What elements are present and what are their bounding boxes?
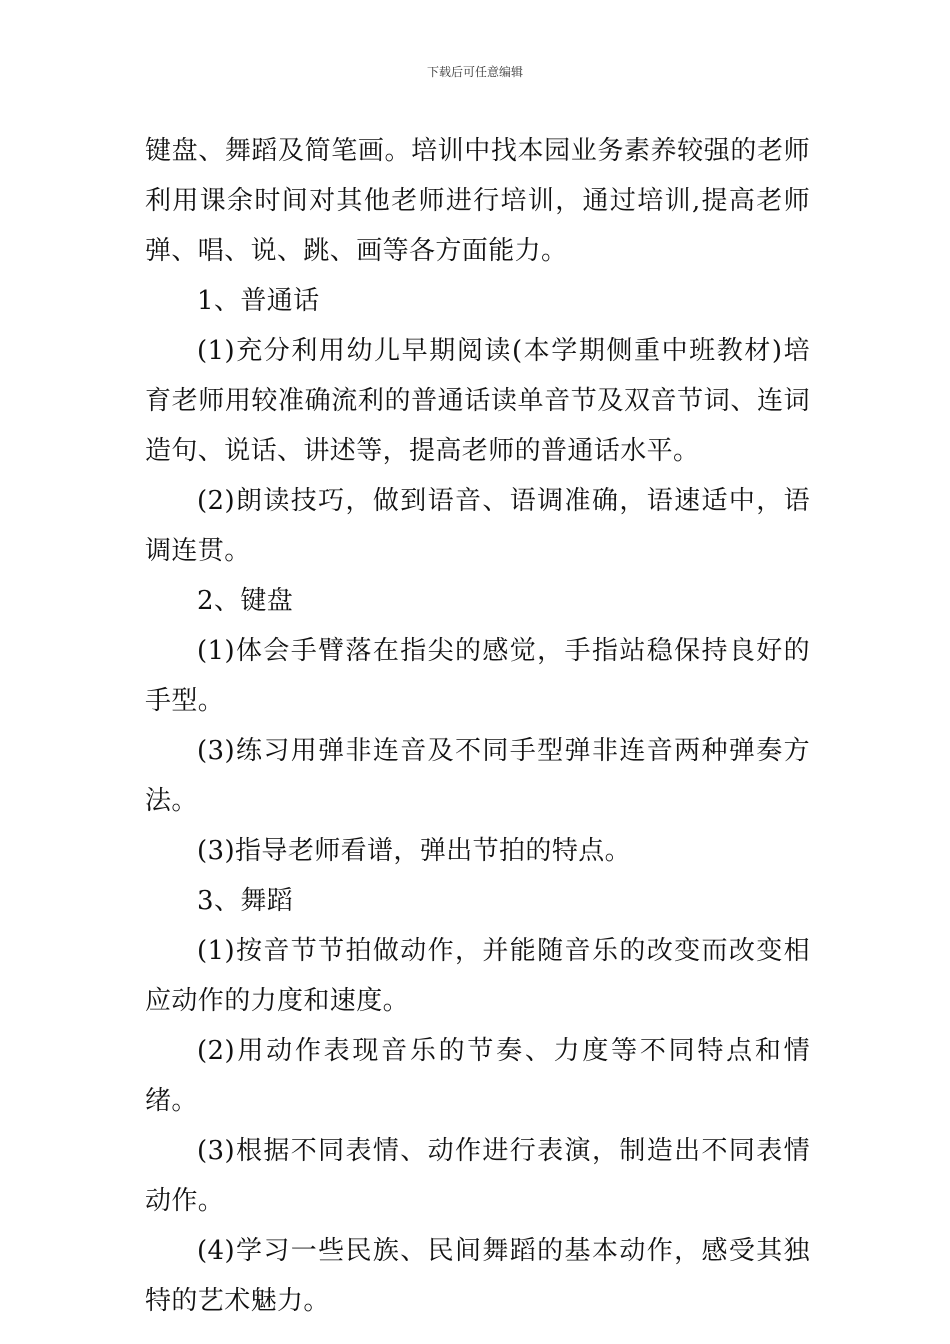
paragraph-keyboard-2: (3)练习用弹非连音及不同手型弹非连音两种弹奏方法。: [145, 736, 810, 816]
page-header-note: 下载后可任意编辑: [426, 65, 523, 79]
paragraph-putonghua-2: (2)朗读技巧，做到语音、语调准确，语速适中，语调连贯。: [145, 486, 810, 566]
paragraph-dance-1: (1)按音节节拍做动作，并能随音乐的改变而改变相应动作的力度和速度。: [145, 936, 810, 1016]
paragraph-dance-3: (3)根据不同表情、动作进行表演，制造出不同表情动作。: [145, 1136, 810, 1216]
paragraph-intro: 键盘、舞蹈及简笔画。培训中找本园业务素养较强的老师利用课余时间对其他老师进行培训，通过培训,提高老师弹、唱、说、跳、画等各方面能力。: [145, 136, 810, 266]
paragraph-keyboard-1: (1)体会手臂落在指尖的感觉，手指站稳保持良好的手型。: [145, 636, 810, 716]
paragraph-dance-2: (2)用动作表现音乐的节奏、力度等不同特点和情绪。: [145, 1036, 810, 1116]
paragraph-dance-4: (4)学习一些民族、民间舞蹈的基本动作，感受其独特的艺术魅力。: [145, 1236, 810, 1316]
document-body: [145, 126, 810, 1326]
section-heading-putonghua: 1、普通话: [197, 286, 320, 316]
section-heading-keyboard: 2、键盘: [197, 586, 294, 616]
paragraph-putonghua-1: (1)充分利用幼儿早期阅读(本学期侧重中班教材)培育老师用较准确流利的普通话读单音节及双音节词、连词造句、说话、讲述等，提高老师的普通话水平。: [145, 336, 810, 466]
section-heading-dance: 3、舞蹈: [197, 886, 294, 916]
paragraph-keyboard-3: (3)指导老师看谱，弹出节拍的特点。: [197, 836, 632, 866]
